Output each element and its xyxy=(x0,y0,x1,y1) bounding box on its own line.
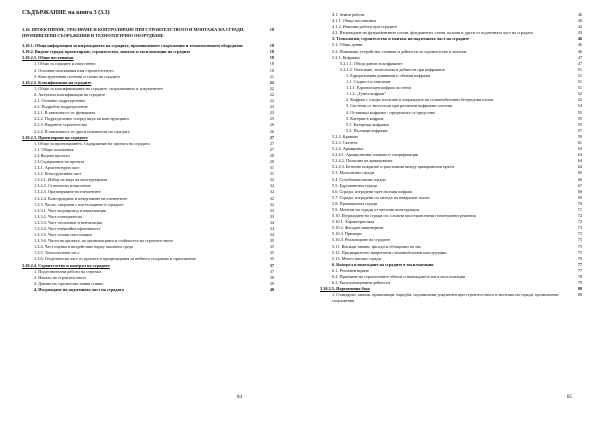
toc-entry-page: 32 xyxy=(269,183,274,189)
toc-entry-page: 79 xyxy=(577,280,582,286)
toc-entry-page: 75 xyxy=(577,237,582,243)
toc-entry-title: 2. Основни изисквания към строителството xyxy=(34,67,114,73)
toc-entry-page: 61 xyxy=(577,139,582,145)
toc-entry-page: 28 xyxy=(269,152,274,158)
toc-list-right xyxy=(320,12,582,305)
toc-entry-page: 18 xyxy=(269,43,274,49)
toc-entry-page: 22 xyxy=(269,85,274,91)
toc-entry-title: 5.1. Общи данни xyxy=(332,42,363,48)
toc-entry-page: 70 xyxy=(577,200,582,206)
toc-entry-title: 2. Актуална класификация на сградите xyxy=(34,91,105,97)
toc-entry-title: 3.10. ПРОЕКТИРАНЕ, ТРАСИРАНЕ И КОНТРОЛИРАНЕ ПРИ СТРОИТЕЛСТВОТО И МОНТАЖА НА СГРАДИ. ПРОМИШЛЕНИ СЪОРЪЖЕНИЯ И ТЕХНОЛОГИЧНО ОБОРУДВАНЕ xyxy=(22,27,245,39)
toc-entry-title: 4.1. Земни работи xyxy=(332,12,365,17)
toc-entry xyxy=(22,287,274,293)
toc-entry-page: 35 xyxy=(269,250,274,256)
toc-entry-title: 1.3.6. Геодезическа част от проекта и предвиждания за нейното създаване и приложение xyxy=(34,256,196,262)
toc-entry-page: 35 xyxy=(269,256,274,262)
toc-entry-title: 6.1. Регламентиране xyxy=(332,267,369,273)
toc-entry-page: 18 xyxy=(269,49,274,55)
toc-entry-title: 5.10.3. Примери xyxy=(332,231,362,237)
toc-entry-page: 34 xyxy=(269,219,274,225)
toc-entry-page: 51 xyxy=(577,66,582,72)
toc-entry-title: 2. Кофраж с гладко плъзгане и изграждане на стоманобетонни безгредови плочи xyxy=(346,97,494,103)
toc-entry-title: 2.2.3. Видовете строителство xyxy=(34,122,88,128)
toc-entry-title: 1.3.2. Конструктивна част xyxy=(34,171,82,177)
toc-entry-title: 5.2. Пълзящи кофражи xyxy=(346,127,388,133)
toc-entry-page: 73 xyxy=(577,231,582,237)
toc-entry-page: 37 xyxy=(269,262,274,268)
toc-entry-title: 3. Даване на строителна линия и ниво xyxy=(34,280,104,286)
toc-entry-page: 46 xyxy=(577,48,582,54)
toc-entry-title: 1.1. Съдност и описание xyxy=(346,79,391,85)
toc-entry-page: 27 xyxy=(269,140,274,146)
toc-entry-page: 39 xyxy=(269,280,274,286)
toc-entry-title: 1.3.3.5. Част газови инсталации xyxy=(34,232,92,238)
toc-entry-page: 51 xyxy=(577,79,582,85)
toc-entry-title: 1.3.1. Архитектурна част xyxy=(34,165,80,171)
toc-entry-title: 2.1. Основно подразделение xyxy=(34,98,86,104)
toc-entry-title: 5.2.1. Кофражи xyxy=(332,54,360,60)
toc-entry-page: 32 xyxy=(269,201,274,207)
toc-entry-page: 31 xyxy=(269,165,274,171)
toc-entry-title: 1.1. Общи положения xyxy=(34,146,74,152)
toc-entry-title: 3. Конструктивни системи и схеми на сградите xyxy=(34,73,120,79)
toc-entry-page: 63 xyxy=(577,146,582,152)
toc-entry-page: 69 xyxy=(577,194,582,200)
toc-entry-page: 57 xyxy=(577,127,582,133)
toc-entry-page: 46 xyxy=(577,36,582,42)
toc-entry-title: 1.3.3.6. Части на проекта, по организацията и стойността на строителството xyxy=(34,238,174,244)
toc-entry-page: 52 xyxy=(577,97,582,103)
toc-entry-page: 72 xyxy=(577,219,582,225)
toc-entry-page: 22 xyxy=(269,98,274,104)
toc-entry-title: 5.2. Поминаци устройства, техника и дейности за строителство и монтаж xyxy=(332,48,467,54)
toc-entry-title: 1.3.2.1. Избор на вида на конструкцията xyxy=(34,177,108,183)
toc-heading: СЪДЪРЖАНИЕ на книга 3 (3.3) xyxy=(22,10,110,16)
toc-entry-title: 5.3. Монолитни сгради xyxy=(332,170,374,176)
toc-entry-title: 3.10.1. Обща информация за изграждането на сградите, промишлените съоръжения и технологичното оборудване xyxy=(22,43,243,49)
toc-entry-page: 76 xyxy=(577,255,582,261)
toc-entry-page: 51 xyxy=(577,72,582,78)
toc-entry-title: 5.1. Катерещи кофражи xyxy=(346,121,389,127)
page-number-left: 84 xyxy=(237,395,242,400)
toc-entry-page: 32 xyxy=(269,195,274,201)
toc-entry-title: 5.2.4.1. Армировъчни планове и спецификации xyxy=(332,152,419,158)
toc-list-left xyxy=(22,27,274,293)
toc-entry-page: 67 xyxy=(577,182,582,188)
toc-entry-page: 18 xyxy=(269,55,274,61)
toc-entry-page: 54 xyxy=(577,103,582,109)
toc-entry-title: 2.2.2. Подразделение според вида на конструкцията xyxy=(34,116,129,122)
toc-entry-page: 77 xyxy=(577,261,582,267)
toc-entry-page: 47 xyxy=(577,54,582,60)
toc-entry-title: 5.2.3. Скелета xyxy=(332,139,358,145)
toc-entry-title: 1. Едроразмерни равнинни и обемни кофражи xyxy=(346,72,431,78)
toc-entry-page: 80 xyxy=(577,292,582,298)
toc-entry-page: 55 xyxy=(577,115,582,121)
toc-entry-title: 6. Контрол и въвеждане на сградите в експлоатация xyxy=(332,261,434,267)
toc-entry-title: 3.10.2.5. Нормативна база xyxy=(320,286,370,292)
toc-entry-page: 26 xyxy=(269,122,274,128)
toc-entry-page: 23 xyxy=(269,110,274,116)
toc-entry-title: 3.10.2. Видове сгради, проектиране, строителство, монтаж и експлоатация на сградите xyxy=(22,49,191,55)
toc-entry-page: 78 xyxy=(577,274,582,280)
toc-entry-page: 66 xyxy=(577,176,582,182)
toc-entry-page: 21 xyxy=(269,73,274,79)
toc-entry-page: 37 xyxy=(269,268,274,274)
toc-entry-title: 6.3. Експлоатационни дейности xyxy=(332,280,391,286)
toc-entry-title: 1.3.3.1. Част водопровод и канализация xyxy=(34,207,106,213)
toc-entry-page: 25 xyxy=(269,116,274,122)
toc-entry-title: 2. Начало на строителството xyxy=(34,274,87,280)
toc-entry-title: 5.2.4.2. Полагане на армировката xyxy=(332,158,393,164)
toc-entry-title: 3.10.2.4. Строителство и контрол на сградите xyxy=(22,262,110,268)
toc-entry-page: 18 xyxy=(269,27,274,32)
toc-entry-title: 4.2. Изграждане на фундаментните плочи, фундаменти, стени, колони и други от подземната част на сградата xyxy=(332,30,533,36)
toc-entry-title: 1.3.2.2. Статическо изчисление xyxy=(34,183,91,189)
toc-entry-title: 5.2.4.3. Бетонно покритие и разстояния между армировъчни пръти xyxy=(332,164,454,170)
toc-entry-page: 40 xyxy=(269,286,274,292)
toc-entry-page: 77 xyxy=(577,267,582,273)
toc-entry-title: 2.2.1. В зависимост от функцията xyxy=(34,110,96,116)
toc-entry-title: 5.13. Много високи сгради xyxy=(332,255,381,261)
toc-entry-title: 5.2.1.2. Описание, технология и дейности при кофражите xyxy=(340,66,446,72)
toc-entry-page: 68 xyxy=(577,188,582,194)
toc-entry-title: 5.2.2. Кранове xyxy=(332,133,359,139)
toc-entry-title: 5.9. Монтаж на сгради от метални конструкции xyxy=(332,207,419,212)
toc-entry-page: 34 xyxy=(269,232,274,238)
toc-entry-title: 3.10.2.2. Класификация на сградите xyxy=(22,79,92,85)
toc-entry-page: 22 xyxy=(269,91,274,97)
toc-entry-title: 4.1.2. Изкопни работи при сградите xyxy=(332,24,397,30)
toc-entry-title: 1. Подготвителни работи на строежа xyxy=(34,268,102,274)
toc-entry-title: 1.3.3. Части, свързани с инсталациите в сградите xyxy=(34,201,124,207)
page-number-right: 85 xyxy=(567,395,572,400)
toc-entry-title: 5.6. Сгради, изградени чрез пълзящ кофраж xyxy=(332,188,413,194)
toc-entry-title: 5.7. Сгради, изградени по метода на повдигане плочи xyxy=(332,194,430,200)
toc-entry-title: 5.10. Изграждане на сгради със сложни пространствени геометрични решения xyxy=(332,213,476,219)
toc-entry-title: 1. Общо за класификацията на сградите, съоръженията и документите xyxy=(34,85,163,91)
toc-entry-title: 1.3.Съдържание на проекта xyxy=(34,158,85,164)
toc-entry-title: 1. Общо за сградите и изкуствено xyxy=(34,61,96,67)
toc-entry-title: 5.2.4. Армировка xyxy=(332,146,364,152)
toc-entry-title: 5.10.1. Характеристика xyxy=(332,219,375,225)
toc-entry-page: 65 xyxy=(577,170,582,176)
toc-entry-page: 51 xyxy=(577,85,582,91)
toc-entry-page: 47 xyxy=(577,60,582,66)
toc-entry-title: 5.11. Висящи тавани, фасади и облицовки на тях xyxy=(332,243,422,249)
toc-entry-title: 5.5. Едропанелни сгради xyxy=(332,182,378,188)
toc-entry-title: 1. Общо за проектирането. Съдържание на проекта на сградата xyxy=(34,140,150,146)
toc-entry-page: 23 xyxy=(269,104,274,110)
toc-entry-title: 2.2.4. В зависимост от други показатели на сградите xyxy=(34,128,130,134)
toc-entry-page: 64 xyxy=(577,164,582,170)
toc-entry-page: 33 xyxy=(269,207,274,213)
toc-entry-title: 4. Изграждане на подземната част на сградата xyxy=(34,286,124,292)
toc-entry-page: 18 xyxy=(269,61,274,67)
toc-entry-page: 43 xyxy=(577,30,582,36)
toc-entry-title: 4. Оставащи кофражи - предпочита се представа xyxy=(346,109,435,115)
toc-entry-page: 31 xyxy=(269,171,274,177)
toc-entry-title: 1.3.2.4. Конструиране и изчертаване на елементите xyxy=(34,195,128,201)
toc-entry-title: 1.3.3.3. Част отопление и вентилация xyxy=(34,219,102,225)
toc-entry-title: 1.3.4. Част оценка в въздействие върху околната среда xyxy=(34,244,134,250)
toc-entry-page: 38 xyxy=(269,274,274,280)
toc-entry-page: 75 xyxy=(577,249,582,255)
toc-entry-page: 26 xyxy=(269,128,274,134)
toc-entry-page: 40 xyxy=(577,12,582,17)
toc-entry-page: 32 xyxy=(269,177,274,183)
toc-entry-page: 52 xyxy=(577,91,582,97)
toc-entry-title: 1. Стандарти, закони, правилници, наредби, подзаконови документи при строителството и монтажа на сгради, промишлени съоръжения xyxy=(332,292,559,304)
toc-entry-title: 3.10.2.3. Проектиране на сградите xyxy=(22,134,88,140)
toc-entry-page: 35 xyxy=(269,244,274,250)
toc-entry-page: 28 xyxy=(269,158,274,164)
toc-entry-title: 5. Технологии, строителство и монтаж на надземната част на сградите xyxy=(332,36,470,42)
toc-entry-page: 72 xyxy=(577,213,582,219)
toc-entry-page: 55 xyxy=(577,109,582,115)
toc-entry-page: 32 xyxy=(269,189,274,195)
toc-entry-page: 71 xyxy=(577,207,582,212)
toc-entry-page: 80 xyxy=(577,286,582,292)
toc-entry-page: 46 xyxy=(577,42,582,48)
toc-entry-page: 59 xyxy=(577,133,582,139)
toc-entry-title: 1.3.2.3. Оразмеряване на елементите xyxy=(34,189,101,195)
toc-entry-title: 3. Системи от тип-плочи при различни кофражни системи xyxy=(346,103,453,109)
toc-entry-page: 42 xyxy=(577,24,582,30)
toc-entry-title: 1.3.3.2. Част електрическа xyxy=(34,213,82,219)
toc-entry-page: 63 xyxy=(577,152,582,158)
toc-entry-page: 22 xyxy=(269,79,274,85)
toc-entry-page: 27 xyxy=(269,134,274,140)
toc-entry-title: 1.1.1. Едроплощен кофраж за стени xyxy=(346,85,411,91)
toc-entry-page: 33 xyxy=(269,213,274,219)
toc-entry-title: 1.3.3.4. Част енергийна ефективност xyxy=(34,226,101,231)
toc-entry-title: 6.2. Приемане на строителните обекти и въвеждането им в експлоатация xyxy=(332,274,465,280)
toc-entry-title: 4.1.1. Общи постановки xyxy=(332,18,376,24)
toc-entry-page: 73 xyxy=(577,225,582,231)
toc-entry-title: 1.2.Видове проекти xyxy=(34,152,70,158)
toc-entry-title: 5.10.4. Реализиране на сградите xyxy=(332,237,391,243)
toc-entry-page: 27 xyxy=(269,146,274,152)
toc-entry-title: 1.3.5. Технологична част xyxy=(34,250,80,256)
toc-entry-title: 5.10.2. Фасаден инженеринг xyxy=(332,225,384,231)
toc-entry xyxy=(320,292,582,304)
toc-entry-title: 2.2. Подробно подразделение xyxy=(34,104,88,110)
toc-entry-page: 34 xyxy=(269,226,274,231)
toc-entry-title: 5. Катерни в кофраж xyxy=(346,115,384,121)
toc-entry-title: 3.10.2.1. Общи постановки xyxy=(22,55,74,61)
toc-entry-page: 35 xyxy=(269,238,274,244)
toc-entry-page: 40 xyxy=(577,18,582,24)
toc-entry xyxy=(22,27,274,39)
right-page xyxy=(300,0,600,424)
toc-entry-page: 18 xyxy=(269,67,274,73)
toc-entry-title: 5.12. Предварително напрегнати стоманобетонни конструкции xyxy=(332,249,447,255)
toc-entry-title: 5.8. Промишлени сгради xyxy=(332,200,378,206)
toc-entry-page: 64 xyxy=(577,158,582,164)
toc-entry-page: 75 xyxy=(577,243,582,249)
toc-entry-title: 1.1.2. „Тунел-кофраж” xyxy=(346,91,387,97)
toc-entry-page: 55 xyxy=(577,121,582,127)
toc-entry-title: 5.2.1.1. Общи данни за кофражите xyxy=(340,60,403,66)
toc-entry-title: 5.4. Сглобемонолитни сгради xyxy=(332,176,386,182)
